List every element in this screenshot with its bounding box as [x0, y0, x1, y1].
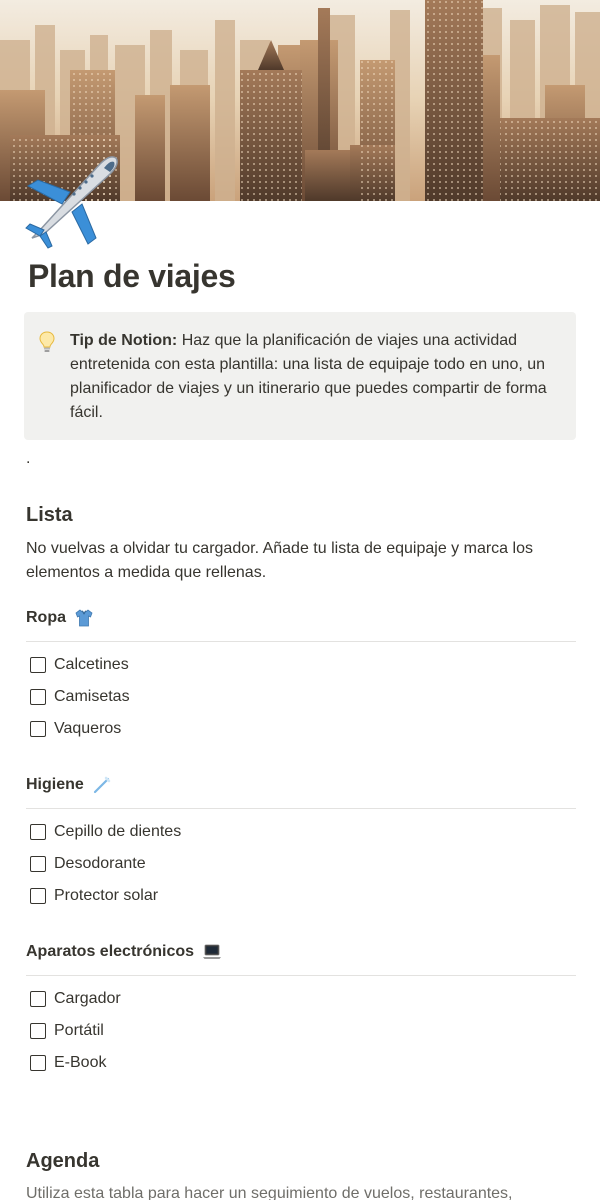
todo-checkbox[interactable]: [30, 991, 46, 1007]
agenda-heading[interactable]: Agenda: [26, 1150, 100, 1172]
todo-checkbox[interactable]: [30, 689, 46, 705]
todo-item: [30, 885, 158, 907]
todo-item: [30, 686, 130, 708]
todo-label[interactable]: Protector solar: [54, 887, 159, 904]
todo-label[interactable]: E-Book: [54, 1054, 107, 1071]
todo-label[interactable]: Vaqueros: [54, 720, 122, 737]
todo-item: [30, 1020, 104, 1042]
page-title[interactable]: Plan de viajes: [28, 258, 236, 294]
todo-item: [30, 853, 146, 875]
group-heading-higiene[interactable]: [26, 775, 112, 795]
tip-callout: [24, 312, 576, 440]
callout-body: Haz que la planificación de viajes una actividad entretenida con esta plantilla: una lista de equipaje todo en uno, un planificador de viajes y un itinerario que puedes compartir de forma fácil.: [70, 332, 547, 421]
todo-checkbox[interactable]: [30, 1055, 46, 1071]
todo-label[interactable]: Portátil: [54, 1022, 104, 1039]
todo-label[interactable]: Desodorante: [54, 855, 146, 872]
todo-checkbox[interactable]: [30, 856, 46, 872]
todo-item: [30, 988, 121, 1010]
todo-item: [30, 1052, 106, 1074]
group-heading-aparatos[interactable]: [26, 942, 222, 962]
todo-checkbox[interactable]: [30, 721, 46, 737]
group-title: Aparatos electrónicos: [26, 943, 195, 960]
todo-checkbox[interactable]: [30, 657, 46, 673]
lista-description[interactable]: No vuelvas a olvidar tu cargador. Añade tu lista de equipaje y marca los elementos a medida que rellenas.: [26, 540, 533, 581]
todo-item: [30, 654, 129, 676]
group-title: Higiene: [26, 776, 84, 793]
todo-checkbox[interactable]: [30, 824, 46, 840]
laptop-icon: [202, 942, 222, 962]
group-title: Ropa: [26, 609, 66, 626]
airplane-icon[interactable]: [22, 150, 122, 250]
todo-item: [30, 821, 181, 843]
todo-label[interactable]: Cepillo de dientes: [54, 823, 182, 840]
todo-item: [30, 718, 121, 740]
lista-heading[interactable]: Lista: [26, 504, 73, 526]
callout-text[interactable]: [70, 329, 560, 425]
callout-label: Tip de Notion:: [70, 332, 178, 349]
group-heading-ropa[interactable]: [26, 608, 94, 628]
divider: [26, 975, 576, 976]
toothbrush-icon: [92, 775, 112, 795]
todo-checkbox[interactable]: [30, 1023, 46, 1039]
lightbulb-icon[interactable]: [38, 330, 56, 354]
shirt-icon: [74, 608, 94, 628]
separator-text[interactable]: .: [26, 450, 31, 467]
agenda-description[interactable]: Utiliza esta tabla para hacer un seguimiento de vuelos, restaurantes,: [26, 1185, 513, 1200]
todo-checkbox[interactable]: [30, 888, 46, 904]
todo-label[interactable]: Calcetines: [54, 656, 129, 673]
divider: [26, 808, 576, 809]
todo-label[interactable]: Camisetas: [54, 688, 130, 705]
todo-label[interactable]: Cargador: [54, 990, 121, 1007]
divider: [26, 641, 576, 642]
